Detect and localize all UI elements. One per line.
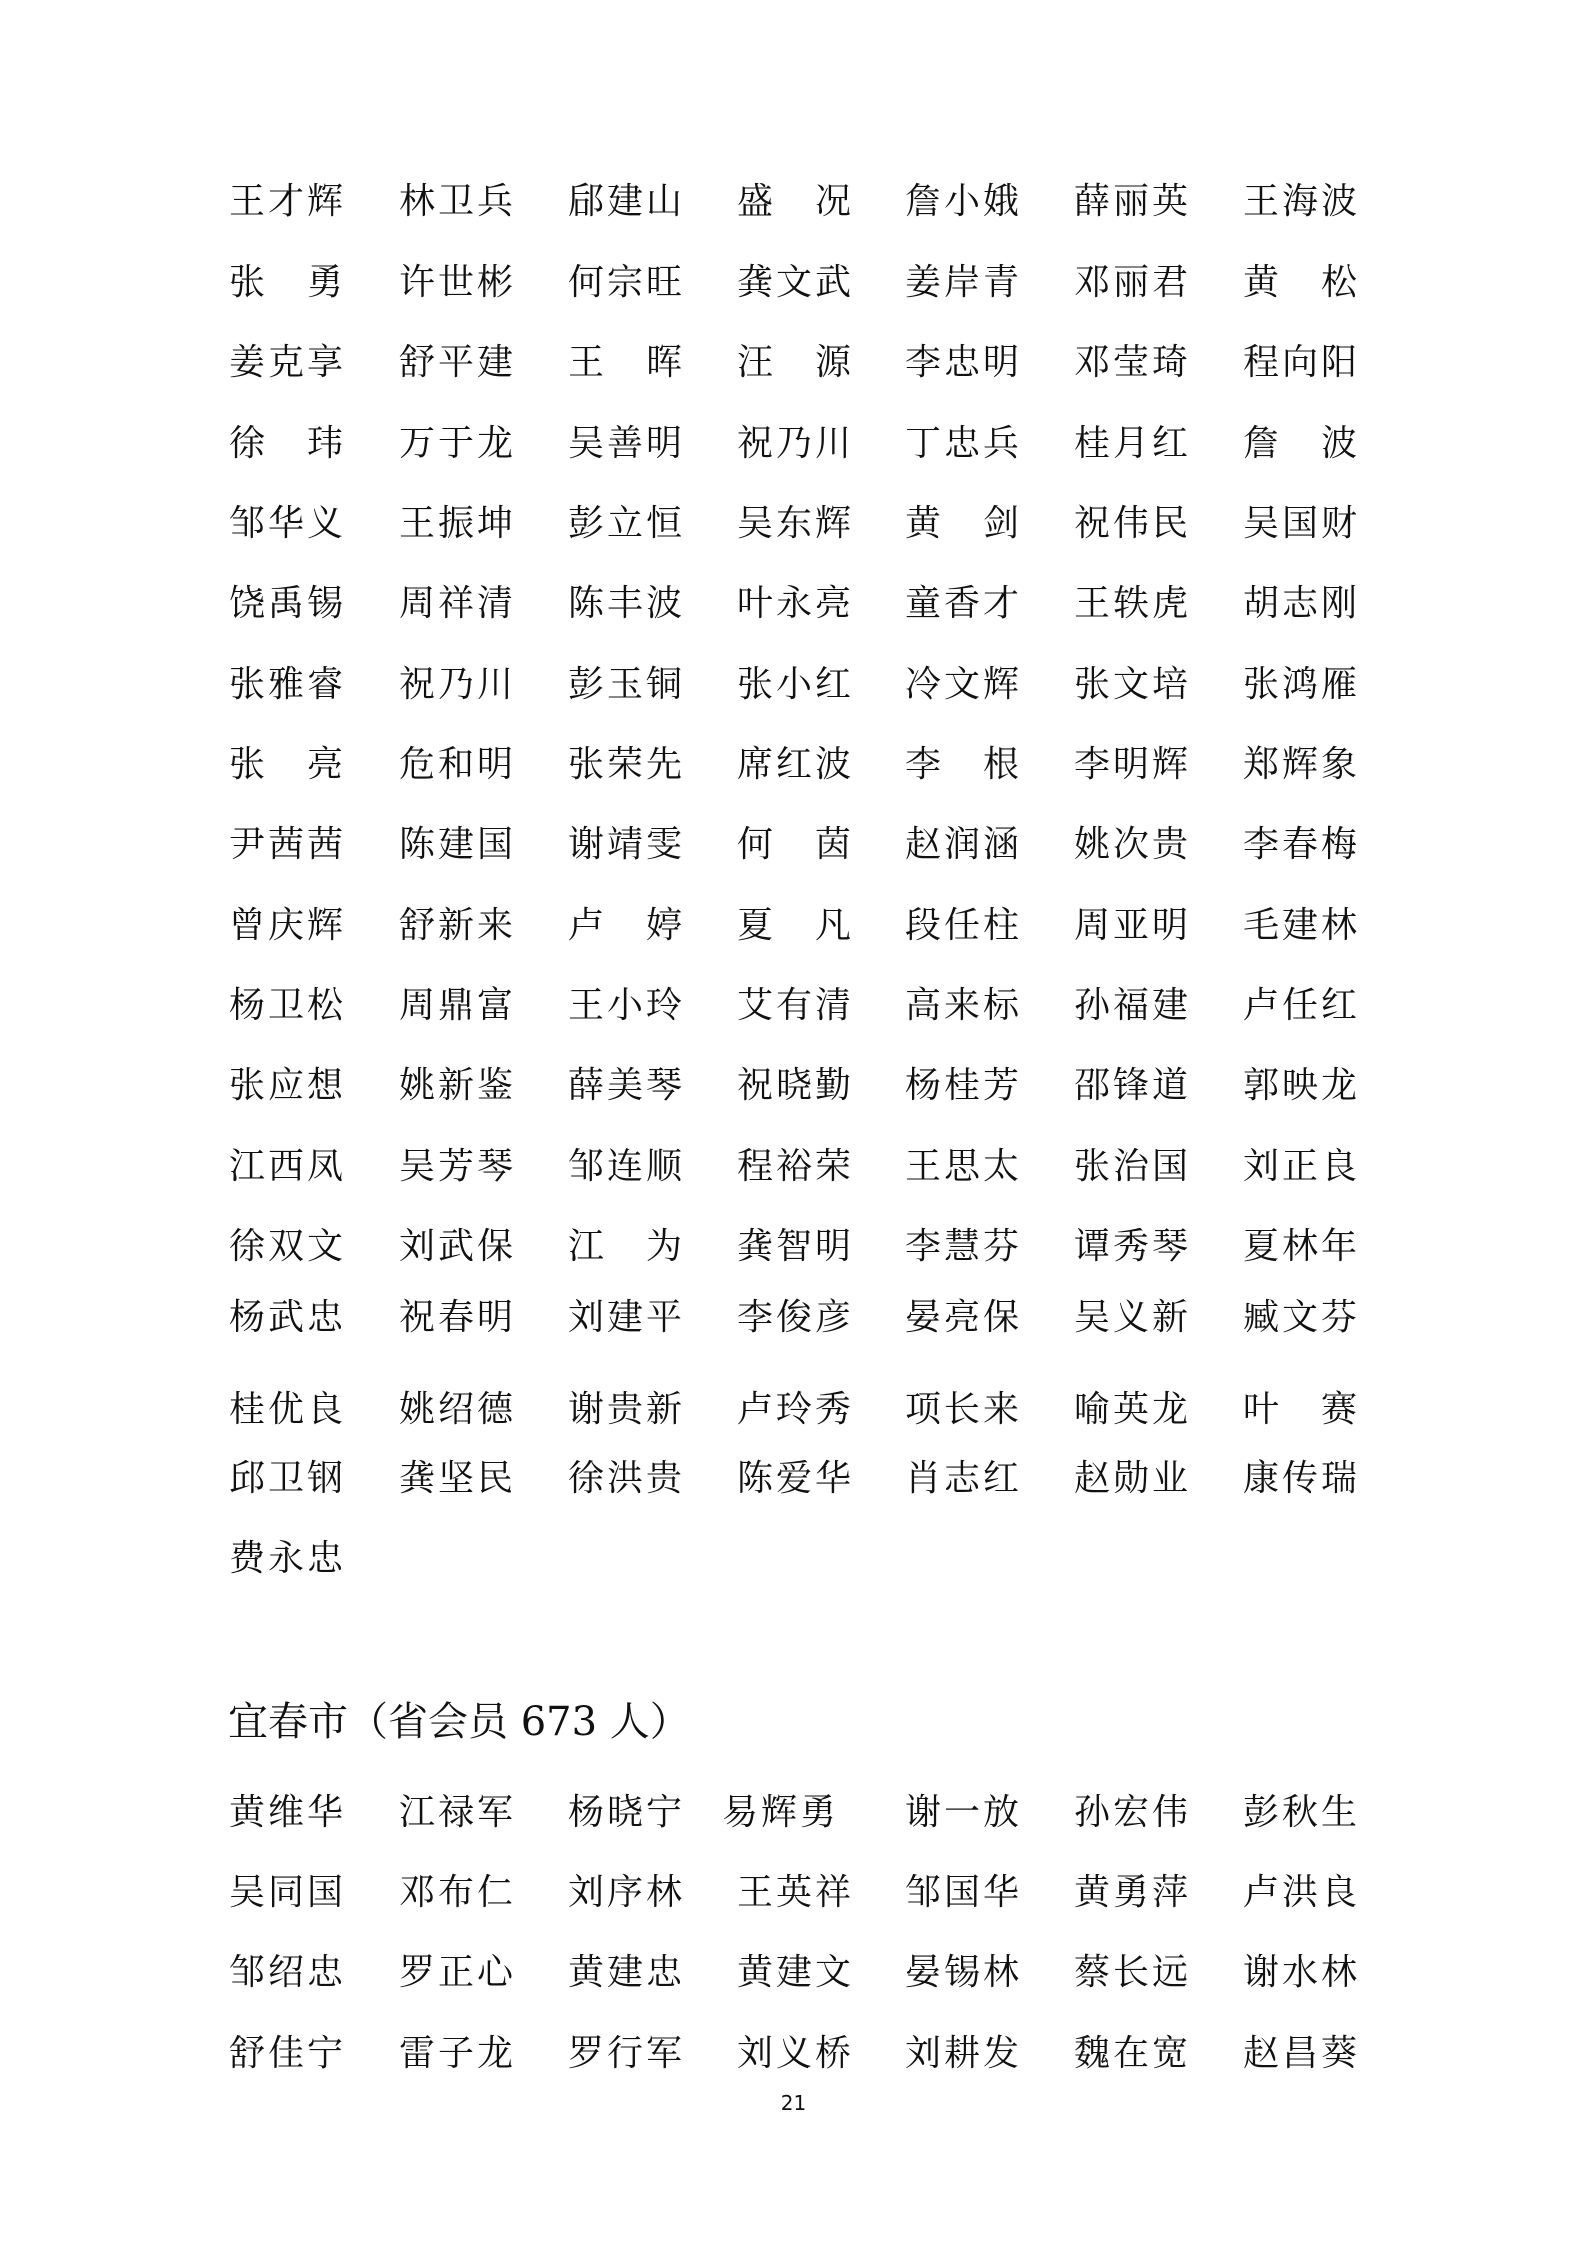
member-name: 郑 辉 象	[1242, 744, 1357, 785]
member-name: 王 小 玲	[567, 985, 682, 1026]
member-name: 杨 卫 松	[228, 985, 343, 1026]
member-name: 龚 坚 民	[398, 1458, 513, 1499]
member-name: 彭 玉 铜	[567, 664, 682, 705]
member-name: 谢 一 放	[904, 1792, 1019, 1833]
name-row	[228, 1056, 1378, 1116]
member-name: 李 明 辉	[1073, 744, 1188, 785]
member-name: 张 雅 睿	[228, 664, 343, 705]
member-name: 曾 庆 辉	[228, 905, 343, 946]
member-name: 彭 立 恒	[567, 503, 682, 544]
member-name: 张 应 想	[228, 1065, 343, 1106]
member-name: 黄 剑	[904, 503, 1019, 544]
member-name: 张 文 培	[1073, 664, 1188, 705]
member-name: 刘 耕 发	[904, 2033, 1019, 2074]
member-name: 张 小 红	[736, 664, 851, 705]
member-name: 项 长 来	[904, 1389, 1019, 1430]
member-name: 薛 丽 英	[1073, 181, 1188, 222]
member-name: 彭 秋 生	[1242, 1792, 1357, 1833]
member-name: 叶 赛	[1242, 1389, 1357, 1430]
name-row	[228, 815, 1378, 875]
section-title: 宜春市（省会员 673 人）	[228, 1699, 690, 1745]
member-name: 姚 次 贵	[1073, 824, 1188, 865]
member-name: 刘 建 平	[567, 1297, 682, 1338]
member-name: 童 香 才	[904, 583, 1019, 624]
member-name: 刘 义 桥	[736, 2033, 851, 2074]
member-name: 王 思 太	[904, 1146, 1019, 1187]
name-row	[228, 1529, 1378, 1589]
member-name: 林 卫 兵	[398, 181, 513, 222]
member-name: 吴 国 财	[1242, 503, 1357, 544]
member-name: 张 勇	[228, 262, 343, 303]
member-name: 夏 凡	[736, 905, 851, 946]
member-name: 邹 绍 忠	[228, 1952, 343, 1993]
member-name: 高 来 标	[904, 985, 1019, 1026]
member-name: 李 慧 芬	[904, 1226, 1019, 1267]
member-name: 黄 勇 萍	[1073, 1872, 1188, 1913]
member-name: 夏 林 年	[1242, 1226, 1357, 1267]
member-name: 康 传 瑞	[1242, 1458, 1357, 1499]
member-name: 李 忠 明	[904, 342, 1019, 383]
member-name: 罗 行 军	[567, 2033, 682, 2074]
member-name: 祝 伟 民	[1073, 503, 1188, 544]
member-name: 舒 佳 宁	[228, 2033, 343, 2074]
member-name: 祝 乃 川	[736, 423, 851, 464]
member-name: 孙 福 建	[1073, 985, 1188, 1026]
member-name: 赵 润 涵	[904, 824, 1019, 865]
name-row	[228, 494, 1378, 554]
member-name: 危 和 明	[398, 744, 513, 785]
member-name: 邹 连 顺	[567, 1146, 682, 1187]
member-name: 段 任 柱	[904, 905, 1019, 946]
member-name: 桂 优 良	[228, 1389, 343, 1430]
member-name: 刘 武 保	[398, 1226, 513, 1267]
member-name: 何 茵	[736, 824, 851, 865]
member-name: 姚 绍 德	[398, 1389, 513, 1430]
member-name: 雷 子 龙	[398, 2033, 513, 2074]
member-name: 毛 建 林	[1242, 905, 1357, 946]
member-name: 姚 新 鉴	[398, 1065, 513, 1106]
member-name: 叶 永 亮	[736, 583, 851, 624]
name-row	[228, 1217, 1378, 1277]
member-name: 冷 文 辉	[904, 664, 1019, 705]
member-name: 黄 维 华	[228, 1792, 343, 1833]
member-name: 周 亚 明	[1073, 905, 1188, 946]
member-name: 黄 松	[1242, 262, 1357, 303]
member-name: 程 裕 荣	[736, 1146, 851, 1187]
name-row	[228, 1943, 1378, 2003]
name-row	[228, 655, 1378, 715]
member-name: 祝 晓 勤	[736, 1065, 851, 1106]
member-name: 谢 贵 新	[567, 1389, 682, 1430]
member-name: 吴 东 辉	[736, 503, 851, 544]
member-name: 王 英 祥	[736, 1872, 851, 1913]
member-name: 李 根	[904, 744, 1019, 785]
member-name: 邹 国 华	[904, 1872, 1019, 1913]
member-name: 赵 昌 葵	[1242, 2033, 1357, 2074]
member-name: 万 于 龙	[398, 423, 513, 464]
name-row	[228, 172, 1378, 232]
member-name: 饶 禹 锡	[228, 583, 343, 624]
member-name: 赵 勋 业	[1073, 1458, 1188, 1499]
member-name: 姜 岸 青	[904, 262, 1019, 303]
member-name: 吴 芳 琴	[398, 1146, 513, 1187]
member-name: 杨 武 忠	[228, 1297, 343, 1338]
member-name: 黄 建 文	[736, 1952, 851, 1993]
member-name: 卢 洪 良	[1242, 1872, 1357, 1913]
member-name: 晏 亮 保	[904, 1297, 1019, 1338]
member-name: 桂 月 红	[1073, 423, 1188, 464]
member-name: 王 海 波	[1242, 181, 1357, 222]
member-name: 李 俊 彦	[736, 1297, 851, 1338]
member-name: 邱 卫 钢	[228, 1458, 343, 1499]
member-name: 王 振 坤	[398, 503, 513, 544]
member-name: 谢 水 林	[1242, 1952, 1357, 1993]
member-name: 吴 义 新	[1073, 1297, 1188, 1338]
member-name: 蔡 长 远	[1073, 1952, 1188, 1993]
member-name: 陈 建 国	[398, 824, 513, 865]
member-name: 邓 布 仁	[398, 1872, 513, 1913]
member-name: 陈 丰 波	[567, 583, 682, 624]
member-name: 詹 小 娥	[904, 181, 1019, 222]
member-name: 江 西 凤	[228, 1146, 343, 1187]
member-name: 卢 婷	[567, 905, 682, 946]
member-name: 邓 莹 琦	[1073, 342, 1188, 383]
name-row	[228, 2024, 1378, 2084]
member-name: 周 鼎 富	[398, 985, 513, 1026]
name-row	[228, 976, 1378, 1036]
member-name: 郈 建 山	[567, 181, 682, 222]
member-name: 喻 英 龙	[1073, 1389, 1188, 1430]
member-name: 何 宗 旺	[567, 262, 682, 303]
member-name: 杨 晓 宁	[567, 1792, 682, 1833]
member-name: 王 轶 虎	[1073, 583, 1188, 624]
member-name: 刘 正 良	[1242, 1146, 1357, 1187]
member-name: 陈 爱 华	[736, 1458, 851, 1499]
member-name: 丁 忠 兵	[904, 423, 1019, 464]
member-name: 祝 春 明	[398, 1297, 513, 1338]
member-name: 胡 志 刚	[1242, 583, 1357, 624]
name-row	[228, 1288, 1378, 1348]
member-name: 张 鸿 雁	[1242, 664, 1357, 705]
member-name: 祝 乃 川	[398, 664, 513, 705]
member-name: 晏 锡 林	[904, 1952, 1019, 1993]
member-name: 龚 智 明	[736, 1226, 851, 1267]
member-name: 江 为	[567, 1226, 682, 1267]
member-name: 张 亮	[228, 744, 343, 785]
member-name: 郭 映 龙	[1242, 1065, 1357, 1106]
member-name: 艾 有 清	[736, 985, 851, 1026]
member-name: 孙 宏 伟	[1073, 1792, 1188, 1833]
member-name: 龚 文 武	[736, 262, 851, 303]
member-name: 江 禄 军	[398, 1792, 513, 1833]
member-name: 周 祥 清	[398, 583, 513, 624]
name-row	[228, 414, 1378, 474]
member-name: 许 世 彬	[398, 262, 513, 303]
member-name: 李 春 梅	[1242, 824, 1357, 865]
name-row	[228, 574, 1378, 634]
member-name: 吴 善 明	[567, 423, 682, 464]
member-name: 黄 建 忠	[567, 1952, 682, 1993]
member-name: 徐 双 文	[228, 1226, 343, 1267]
member-name: 吴 同 国	[228, 1872, 343, 1913]
name-row	[228, 1449, 1378, 1509]
member-name: 王 晖	[567, 342, 682, 383]
member-name: 臧 文 芬	[1242, 1297, 1357, 1338]
member-name: 易 辉 勇	[721, 1792, 836, 1833]
member-name: 邓 丽 君	[1073, 262, 1188, 303]
member-name: 张 治 国	[1073, 1146, 1188, 1187]
name-row	[228, 1863, 1378, 1923]
page-number: 21	[780, 2091, 807, 2115]
name-row	[228, 253, 1378, 313]
member-name: 谭 秀 琴	[1073, 1226, 1188, 1267]
member-name: 邹 华 义	[228, 503, 343, 544]
name-row	[228, 333, 1378, 393]
member-name: 程 向 阳	[1242, 342, 1357, 383]
member-name: 卢 玲 秀	[736, 1389, 851, 1430]
member-name: 汪 源	[736, 342, 851, 383]
member-name: 尹 茜 茜	[228, 824, 343, 865]
name-row	[228, 735, 1378, 795]
member-name: 姜 克 享	[228, 342, 343, 383]
member-name: 舒 新 来	[398, 905, 513, 946]
member-name: 张 荣 先	[567, 744, 682, 785]
member-name: 舒 平 建	[398, 342, 513, 383]
member-name: 邵 锋 道	[1073, 1065, 1188, 1106]
member-name: 谢 靖 雯	[567, 824, 682, 865]
member-name: 魏 在 宽	[1073, 2033, 1188, 2074]
member-name: 费 永 忠	[228, 1538, 343, 1579]
member-name: 刘 序 林	[567, 1872, 682, 1913]
member-name: 王 才 辉	[228, 181, 343, 222]
member-name: 薛 美 琴	[567, 1065, 682, 1106]
member-name: 盛 况	[736, 181, 851, 222]
name-row	[228, 1137, 1378, 1197]
member-name: 徐 玮	[228, 423, 343, 464]
member-name: 罗 正 心	[398, 1952, 513, 1993]
member-name: 徐 洪 贵	[567, 1458, 682, 1499]
member-name: 詹 波	[1242, 423, 1357, 464]
member-name: 卢 任 红	[1242, 985, 1357, 1026]
member-name: 肖 志 红	[904, 1458, 1019, 1499]
name-row	[228, 896, 1378, 956]
name-row	[228, 1380, 1378, 1440]
member-name: 杨 桂 芳	[904, 1065, 1019, 1106]
name-row	[228, 1783, 1378, 1843]
member-name: 席 红 波	[736, 744, 851, 785]
